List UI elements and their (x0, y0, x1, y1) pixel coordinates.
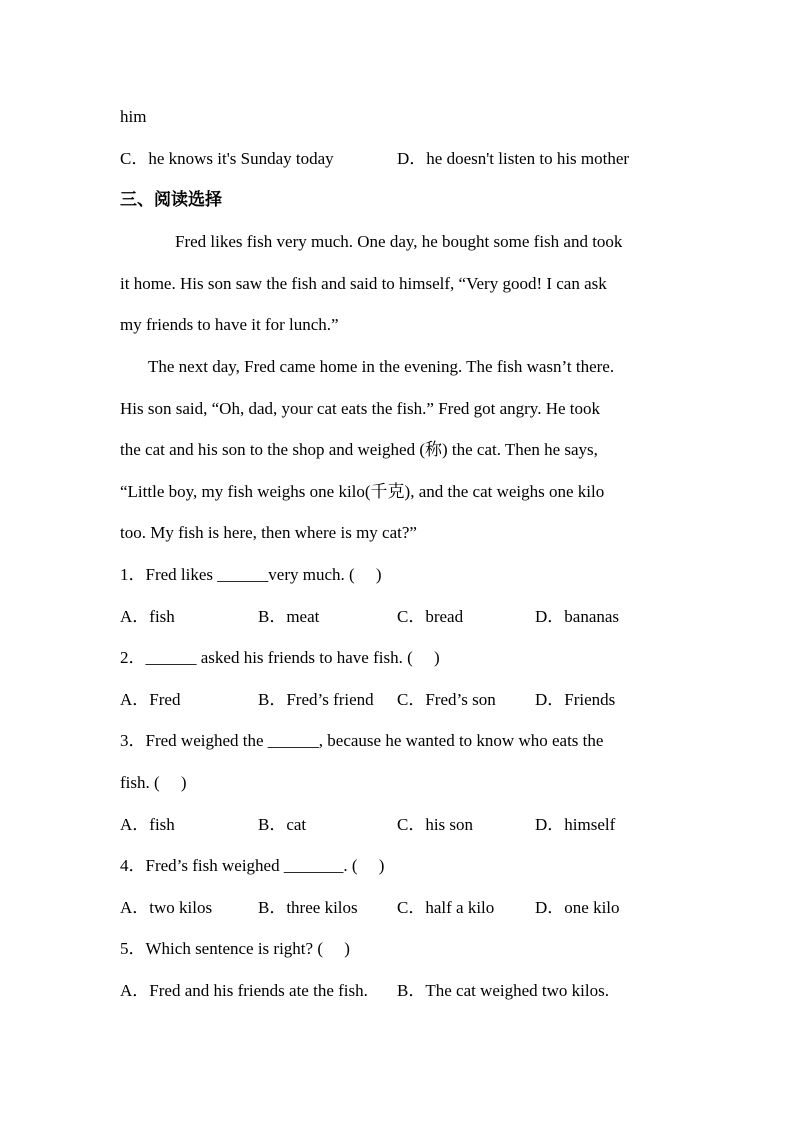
q1-option-a: A．fish (120, 607, 175, 626)
q3-option-a: A．fish (120, 815, 175, 834)
previous-question-tail: him (120, 107, 147, 126)
q3-option-d: D．himself (535, 815, 616, 834)
previous-option-d: D．he doesn't listen to his mother (397, 149, 630, 168)
q5-option-b: B．The cat weighed two kilos. (397, 981, 609, 1000)
passage-line: it home. His son saw the fish and said to himself, “Very good! I can ask (120, 274, 607, 293)
passage-line: The next day, Fred came home in the evening. The fish wasn’t there. (148, 357, 615, 376)
q2-option-d: D．Friends (535, 690, 616, 709)
q1-option-c: C．bread (397, 607, 464, 626)
passage-line: His son said, “Oh, dad, your cat eats the fish.” Fred got angry. He took (120, 399, 600, 418)
q4-option-c: C．half a kilo (397, 898, 495, 917)
q2-option-c: C．Fred’s son (397, 690, 496, 709)
question-3-stem: 3．Fred weighed the ______, because he wanted to know who eats the (120, 731, 604, 750)
question-4-stem: 4．Fred’s fish weighed _______. ( ) (120, 856, 385, 875)
q4-option-d: D．one kilo (535, 898, 620, 917)
q4-option-b: B．three kilos (258, 898, 358, 917)
q3-option-c: C．his son (397, 815, 474, 834)
q1-option-b: B．meat (258, 607, 320, 626)
question-2-stem: 2．______ asked his friends to have fish. ( ) (120, 648, 440, 667)
question-3-stem-continued: fish. ( ) (120, 773, 187, 792)
section-title: 三、阅读选择 (120, 190, 222, 210)
question-5-stem: 5．Which sentence is right? ( ) (120, 939, 350, 958)
q4-option-a: A．two kilos (120, 898, 213, 917)
passage-line: “Little boy, my fish weighs one kilo(千克), and the cat weighs one kilo (120, 482, 605, 501)
passage-line: Fred likes fish very much. One day, he bought some fish and took (175, 232, 623, 251)
q5-option-a: A．Fred and his friends ate the fish. (120, 981, 368, 1000)
passage-line: my friends to have it for lunch.” (120, 315, 339, 334)
question-1-stem: 1．Fred likes ______very much. ( ) (120, 565, 382, 584)
passage-line: the cat and his son to the shop and weighed (称) the cat. Then he says, (120, 440, 598, 459)
passage-line: too. My fish is here, then where is my cat?” (120, 523, 417, 542)
previous-option-c: C．he knows it's Sunday today (120, 149, 334, 168)
q1-option-d: D．bananas (535, 607, 620, 626)
q3-option-b: B．cat (258, 815, 307, 834)
q2-option-a: A．Fred (120, 690, 181, 709)
q2-option-b: B．Fred’s friend (258, 690, 374, 709)
